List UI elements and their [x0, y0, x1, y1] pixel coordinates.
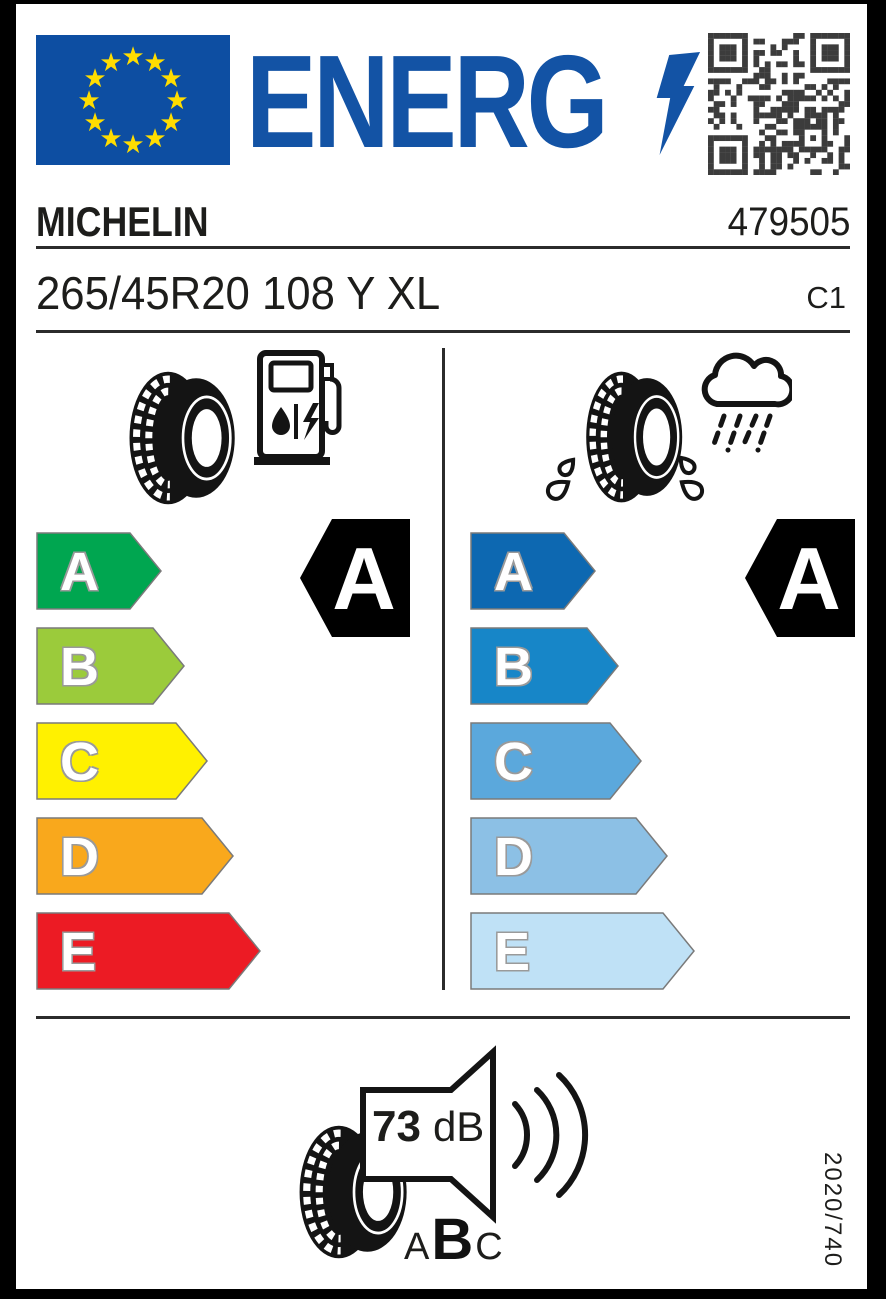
eu-flag	[36, 35, 230, 165]
svg-text:★: ★	[143, 124, 167, 154]
noise-class-a: A	[404, 1226, 430, 1268]
wet-grip-class-arrow-A	[470, 532, 597, 610]
noise-value-row	[372, 1102, 484, 1152]
noise-class-b-rating: B	[431, 1207, 474, 1272]
svg-text:★: ★	[121, 42, 145, 72]
svg-text:★: ★	[99, 48, 123, 78]
fuel-class-arrow-D	[36, 817, 235, 895]
wet-grip-class-arrow-E	[470, 912, 696, 990]
wet-grip-class-label: B	[494, 637, 533, 697]
noise-class-c: C	[475, 1226, 503, 1268]
energ-logo: ENERG	[246, 28, 606, 175]
divider-line	[36, 1016, 850, 1019]
fuel-class-arrow-A	[36, 532, 163, 610]
svg-text:★: ★	[121, 130, 145, 160]
divider-line	[36, 246, 850, 249]
fuel-class-label: D	[60, 827, 99, 887]
tire-icon	[126, 368, 240, 508]
vertical-divider	[442, 348, 445, 990]
noise-class-scale	[404, 1206, 503, 1273]
fuel-class-arrow-E	[36, 912, 262, 990]
wet-grip-class-arrow-D	[470, 817, 669, 895]
wet-grip-rating: A	[777, 529, 841, 628]
wet-grip-class-arrow-C	[470, 722, 643, 800]
wet-grip-class-label: A	[494, 542, 533, 602]
fuel-efficiency-rating: A	[332, 529, 396, 628]
brand-name: MICHELIN	[36, 198, 209, 245]
fuel-class-arrow-B	[36, 627, 186, 705]
fuel-pump-icon	[252, 349, 344, 467]
svg-text:★: ★	[99, 124, 123, 154]
wet-grip-rating-badge	[744, 518, 856, 638]
svg-text:★: ★	[77, 86, 101, 116]
article-number: 479505	[727, 200, 850, 244]
svg-text:★: ★	[165, 86, 189, 116]
fuel-efficiency-rating-badge	[299, 518, 411, 638]
fuel-class-arrow-C	[36, 722, 209, 800]
wet-grip-class-label: E	[494, 922, 531, 982]
noise-value: 73	[372, 1102, 421, 1151]
regulation-number: 2020/740	[819, 1152, 846, 1269]
fuel-class-label: A	[60, 542, 99, 602]
fuel-class-label: E	[60, 922, 97, 982]
divider-line	[36, 330, 850, 333]
lightning-bolt-icon	[648, 52, 702, 156]
wet-grip-class-arrow-B	[470, 627, 620, 705]
wet-tire-icon	[538, 366, 710, 508]
qr-code	[708, 33, 850, 175]
fuel-class-label: C	[60, 732, 99, 792]
tire-size-designation: 265/45R20 108 Y XL	[36, 267, 441, 319]
svg-text:★: ★	[159, 64, 183, 94]
wet-grip-class-label: D	[494, 827, 533, 887]
wet-grip-class-label: C	[494, 732, 533, 792]
sound-waves-icon	[515, 1075, 585, 1195]
rain-cloud-icon	[690, 346, 792, 472]
fuel-class-label: B	[60, 637, 99, 697]
svg-text:★: ★	[83, 64, 107, 94]
tire-class: C1	[806, 280, 846, 315]
noise-unit: dB	[432, 1103, 485, 1150]
svg-text:★: ★	[143, 48, 167, 78]
svg-text:★: ★	[83, 108, 107, 138]
svg-text:★: ★	[159, 108, 183, 138]
